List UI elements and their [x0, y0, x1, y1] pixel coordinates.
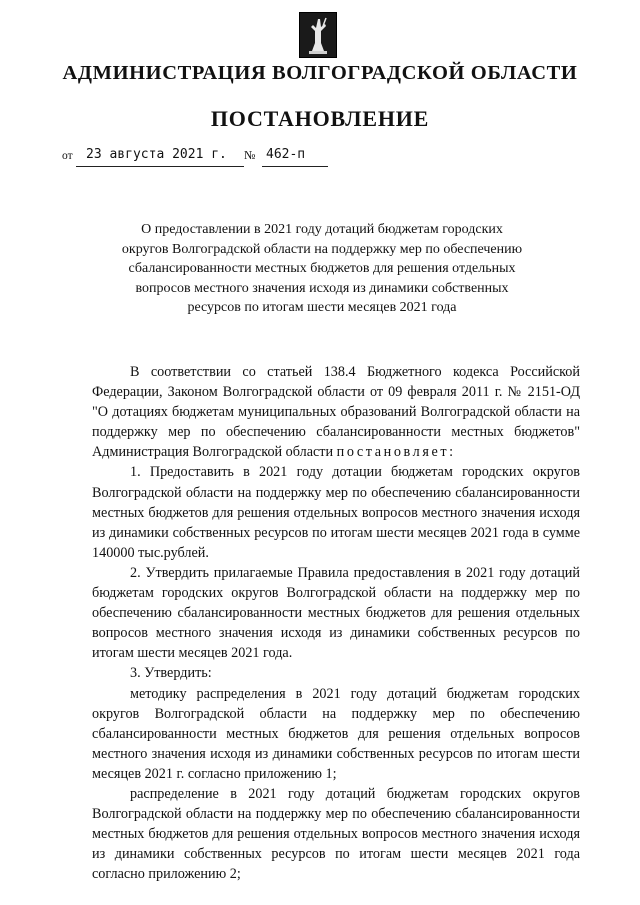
preamble-resolves: постановляет: [336, 444, 456, 461]
preamble-paragraph [92, 362, 580, 462]
document-body [92, 362, 580, 884]
date-label: от [62, 150, 73, 162]
document-date: 23 августа 2021 г. [76, 144, 244, 167]
item-2: 2. Утвердить прилагаемые Правила предоставления в 2021 году дотаций бюджетам городских округов Волгоградской области на поддержку мер по обеспечению сбалансированности местных бюджетов для решения отдельных вопросов местного значения исходя из динамики собственных ресурсов по итогам шести месяцев 2021 года. [92, 564, 580, 662]
preamble-text: В соответствии со статьей 138.4 Бюджетного кодекса Российской Федерации, Законом Волгоградской области от 09 февраля 2011 г. № 2151-ОД "О дотациях бюджетам муниципальных образований Волгоградской области на поддержку мер по обеспечению сбалансированности местных бюджетов" Администрация Волгоградской области [92, 364, 580, 461]
document-type-title: ПОСТАНОВЛЕНИЕ [210, 106, 430, 131]
item-3: 3. Утвердить: [130, 665, 212, 682]
organization-title: АДМИНИСТРАЦИЯ ВОЛГОГРАДСКОЙ ОБЛАСТИ [62, 62, 578, 84]
subitem-distribution: распределение в 2021 году дотаций бюджетам городских округов Волгоградской области на поддержку мер по обеспечению сбалансированности местных бюджетов для решения отдельных вопросов местного значения исходя из динамики собственных ресурсов по итогам шести месяцев 2021 года согласно приложению 2; [92, 785, 580, 883]
item-1: 1. Предоставить в 2021 году дотации бюджетам городских округов Волгоградской области на поддержку мер по обеспечению сбалансированности местных бюджетов для решения отдельных вопросов местного значения исходя из динамики собственных ресурсов по итогам шести месяцев 2021 года в сумме 140000 тыс.рублей. [92, 464, 580, 561]
document-subject: О предоставлении в 2021 году дотаций бюджетам городских округов Волгоградской области на поддержку мер по обеспечению сбалансированности местных бюджетов для решения отдельных вопросов местного значения исходя из динамики собственных ресурсов по итогам шести месяцев 2021 года [121, 222, 523, 315]
subitem-methodology: методику распределения в 2021 году дотаций бюджетам городских округов Волгоградской области на поддержку мер по обеспечению сбалансированности местных бюджетов для решения отдельных вопросов местного значения исходя из динамики собственных ресурсов по итогам шести месяцев 2021 г. согласно приложению 1; [92, 685, 580, 782]
document-number: 462-п [262, 144, 328, 167]
coat-of-arms-icon [299, 12, 337, 58]
number-label: № [244, 148, 256, 162]
